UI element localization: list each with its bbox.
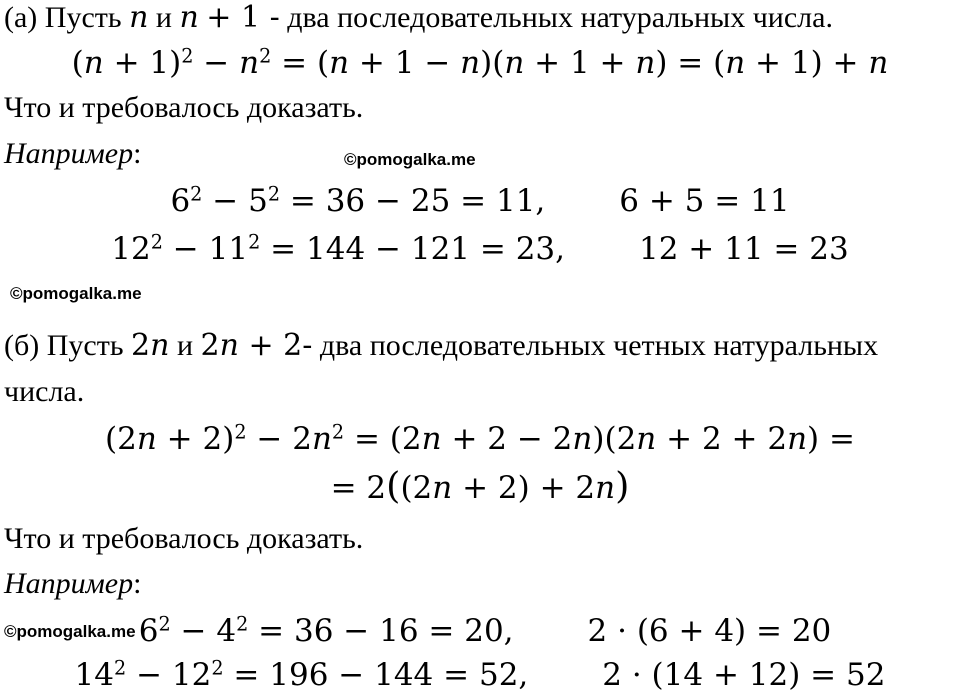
eq-text: ) = ( <box>655 45 726 81</box>
eq-text: − <box>193 45 240 81</box>
exponent: 2 <box>181 44 194 68</box>
example-check: 6 + 5 = 11 <box>619 183 790 219</box>
eq-text: 2 <box>131 328 151 363</box>
eq-text: 11 <box>208 231 249 267</box>
watermark: ©pomogalka.me <box>344 150 476 169</box>
var-n: n <box>179 0 199 35</box>
eq-text: 12 <box>111 231 151 267</box>
part-a-example-1 <box>0 182 960 220</box>
eq-text: (2 <box>400 470 433 506</box>
exponent: 2 <box>234 420 247 444</box>
watermark: ©pomogalka.me <box>10 284 142 303</box>
var-n: n <box>460 45 481 81</box>
example-colon: : <box>133 567 142 600</box>
part-b-example-1 <box>0 612 960 650</box>
var-n: n <box>787 421 808 457</box>
eq-text: )( <box>480 45 505 81</box>
eq-text: (2 <box>105 421 137 457</box>
big-paren: ( <box>386 464 401 507</box>
part-b-label: (б) Пусть <box>4 329 124 362</box>
exponent: 2 <box>114 656 127 680</box>
and-word: и <box>176 329 194 362</box>
part-a-qed: Что и требовалось доказать. <box>4 91 364 124</box>
eq-text: + 1 + <box>524 45 636 81</box>
part-b-identity-line-2 <box>0 464 960 507</box>
var-n: n <box>329 45 350 81</box>
part-a-identity <box>0 44 960 82</box>
part-a-label: (а) Пусть <box>4 1 122 34</box>
example-label: Например <box>4 137 134 170</box>
eq-text: )(2 <box>592 421 637 457</box>
eq-text: + 1 − <box>349 45 461 81</box>
eq-text: − <box>202 183 249 219</box>
part-a-example-heading <box>4 136 141 172</box>
eq-text: 2 <box>200 328 220 363</box>
var-n: n <box>595 470 616 506</box>
var-n: n <box>129 0 149 35</box>
eq-text: ) = <box>807 421 855 457</box>
var-n: n <box>636 421 657 457</box>
eq-text: − <box>162 231 209 267</box>
example-check: 2 · (14 + 12) = 52 <box>602 657 886 693</box>
var-n: n <box>572 421 593 457</box>
eq-text: 12 <box>171 657 212 693</box>
big-paren: ) <box>615 464 630 507</box>
eq-text: 6 <box>138 613 159 649</box>
part-b-statement-cont: числа. <box>4 375 85 408</box>
exponent: 2 <box>150 230 163 254</box>
eq-text: = 196 − 144 = 52, <box>223 657 529 693</box>
var-n: n <box>868 45 889 81</box>
eq-text: + 2- <box>248 328 313 363</box>
var-n: n <box>635 45 656 81</box>
eq-text: = 2 <box>330 470 387 506</box>
eq-text: ( <box>71 45 84 81</box>
part-b-example-2 <box>0 656 960 694</box>
eq-text: 6 <box>170 183 191 219</box>
eq-text: + 2 + 2 <box>656 421 788 457</box>
part-a-rest: два последовательных натуральных числа. <box>287 1 833 34</box>
var-n: n <box>432 470 453 506</box>
eq-text: 5 <box>248 183 268 219</box>
eq-text: + 2) + 2 <box>452 470 596 506</box>
exponent: 2 <box>248 230 261 254</box>
part-a-example-2 <box>0 230 960 268</box>
example-check: 12 + 11 = 23 <box>639 231 849 267</box>
eq-text: − <box>170 613 217 649</box>
part-b-example-heading <box>4 566 141 602</box>
eq-text: = 36 − 25 = 11, <box>280 183 546 219</box>
eq-text: = 36 − 16 = 20, <box>248 613 514 649</box>
exponent: 2 <box>211 656 224 680</box>
eq-text: 14 <box>74 657 114 693</box>
exponent: 2 <box>267 182 281 206</box>
part-b-identity-line-1 <box>0 420 960 458</box>
eq-text: − 2 <box>246 421 312 457</box>
var-n: n <box>136 421 157 457</box>
eq-text: + 1) <box>103 45 182 81</box>
example-check: 2 · (6 + 4) = 20 <box>587 613 832 649</box>
exponent: 2 <box>259 44 272 68</box>
eq-text: − <box>126 657 172 693</box>
var-n: n <box>504 45 525 81</box>
watermark: ©pomogalka.me <box>4 622 136 641</box>
var-n: n <box>311 421 332 457</box>
eq-text: + 2 − 2 <box>441 421 573 457</box>
exponent: 2 <box>331 420 345 444</box>
var-n: n <box>239 45 260 81</box>
plus-one: + 1 - <box>206 0 280 35</box>
eq-text: = ( <box>271 45 330 81</box>
and-word: и <box>155 1 172 34</box>
example-label: Например <box>4 567 134 600</box>
part-a-statement <box>4 0 833 36</box>
eq-text: + 1) + <box>745 45 869 81</box>
eq-text: = (2 <box>344 421 422 457</box>
eq-text: 4 <box>216 613 237 649</box>
var-n: n <box>421 421 442 457</box>
var-n: n <box>150 328 170 363</box>
eq-text: = 144 − 121 = 23, <box>260 231 565 267</box>
var-n: n <box>83 45 104 81</box>
example-colon: : <box>133 137 142 170</box>
exponent: 2 <box>190 182 203 206</box>
exponent: 2 <box>236 612 249 636</box>
part-b-rest: два последовательных четных натуральных <box>319 329 879 362</box>
part-b-statement <box>4 328 878 364</box>
part-b-qed: Что и требовалось доказать. <box>4 522 364 555</box>
exponent: 2 <box>158 612 171 636</box>
var-n: n <box>219 328 239 363</box>
var-n: n <box>725 45 746 81</box>
eq-text: + 2) <box>156 421 235 457</box>
